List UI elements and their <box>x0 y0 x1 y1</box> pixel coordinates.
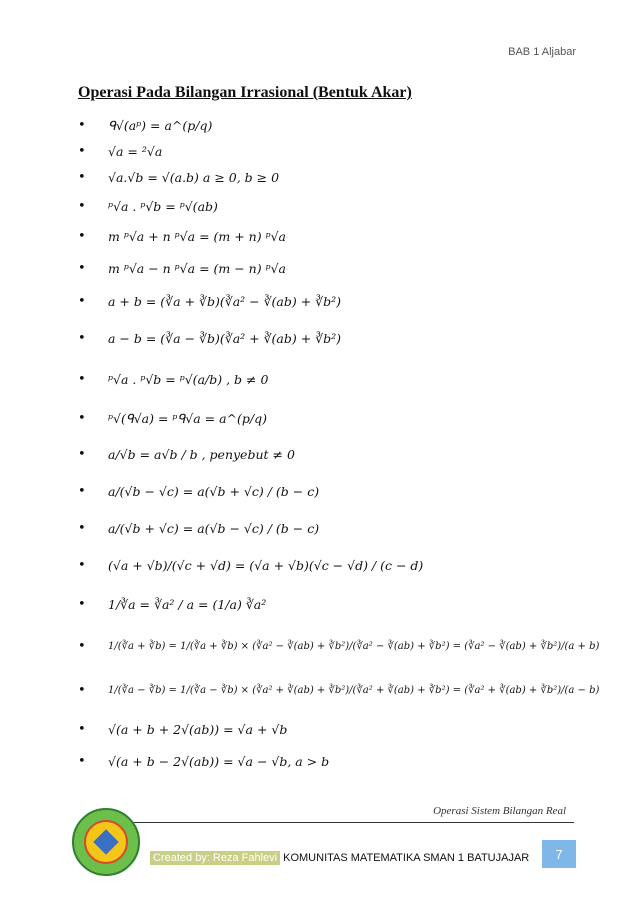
bullet: • <box>78 410 86 426</box>
footer-section-title: Operasi Sistem Bilangan Real <box>433 805 566 817</box>
formula: m ᵖ√a − n ᵖ√a = (m − n) ᵖ√a <box>108 260 286 276</box>
list-item <box>78 473 568 510</box>
formula: √a.√b = √(a.b) a ≥ 0, b ≥ 0 <box>108 170 280 185</box>
formula: a/(√b − √c) = a(√b + √c) / (b − c) <box>108 484 320 499</box>
formula: ᑫ√(aᵖ) = a^(p/q) <box>108 117 213 133</box>
chapter-header: BAB 1 Aljabar <box>508 46 576 58</box>
formula: a − b = (∛a − ∛b)(∛a² + ∛(ab) + ∛b²) <box>108 330 342 346</box>
bullet: • <box>78 229 86 244</box>
formula: ᵖ√a . ᵖ√b = ᵖ√(ab) <box>108 198 218 214</box>
bullet: • <box>78 117 86 133</box>
bullet: • <box>78 721 86 737</box>
bullet: • <box>78 596 86 612</box>
bullet: • <box>78 260 86 276</box>
list-item <box>78 547 568 584</box>
formula: √(a + b + 2√(ab)) = √a + √b <box>108 721 288 737</box>
bullet: • <box>78 371 86 387</box>
bullet: • <box>78 293 86 309</box>
list-item <box>78 624 600 668</box>
list-item <box>78 318 568 358</box>
list-item <box>78 284 568 318</box>
list-item <box>78 191 568 221</box>
list-item <box>78 510 568 547</box>
credit-organization: KOMUNITAS MATEMATIKA SMAN 1 BATUJAJAR <box>283 852 530 864</box>
list-item <box>78 400 568 436</box>
formula: m ᵖ√a + n ᵖ√a = (m + n) ᵖ√a <box>108 229 286 244</box>
formula: (√a + √b)/(√c + √d) = (√a + √b)(√c − √d) / (c − d) <box>108 558 424 573</box>
bullet: • <box>78 521 86 536</box>
page-title: Operasi Pada Bilangan Irrasional (Bentuk Akar) <box>78 84 412 101</box>
bullet: • <box>78 638 86 654</box>
list-item <box>78 358 568 400</box>
list-item <box>78 746 568 776</box>
list-item <box>78 712 568 746</box>
footer-divider <box>132 822 574 823</box>
list-item <box>78 584 568 624</box>
bullet: • <box>78 170 86 185</box>
formula: √a = ²√a <box>108 143 163 159</box>
bullet: • <box>78 198 86 214</box>
list-item <box>78 164 568 191</box>
school-logo-icon <box>72 808 140 876</box>
list-item <box>78 668 600 712</box>
page-number: 7 <box>542 840 576 868</box>
bullet: • <box>78 484 86 499</box>
list-item <box>78 112 568 138</box>
formula: a/(√b + √c) = a(√b − √c) / (b − c) <box>108 521 320 536</box>
formula: ᵖ√a . ᵖ√b = ᵖ√(a/b) , b ≠ 0 <box>108 371 269 387</box>
credit-author: Created by: Reza Fahlevi <box>150 851 280 865</box>
logo-core <box>93 829 118 854</box>
list-item <box>78 252 568 284</box>
formula: 1/(∛a + ∛b) = 1/(∛a + ∛b) × (∛a² − ∛(ab) + ∛b²)/(∛a² − ∛(ab) + ∛b²) = (∛a² − ∛(ab) + ∛b²)/(a + b) <box>108 640 600 652</box>
formula: a/√b = a√b / b , penyebut ≠ 0 <box>108 447 295 462</box>
list-item <box>78 221 568 252</box>
list-item <box>78 138 568 164</box>
formula-list <box>78 112 600 776</box>
formula: 1/∛a = ∛a² / a = (1/a) ∛a² <box>108 596 267 612</box>
bullet: • <box>78 143 86 159</box>
formula: √(a + b − 2√(ab)) = √a − √b, a > b <box>108 753 330 769</box>
formula: ᵖ√(ᑫ√a) = ᵖᑫ√a = a^(p/q) <box>108 410 267 426</box>
list-item <box>78 436 568 473</box>
formula: a + b = (∛a + ∛b)(∛a² − ∛(ab) + ∛b²) <box>108 293 342 309</box>
bullet: • <box>78 753 86 769</box>
footer-credit <box>150 852 529 864</box>
bullet: • <box>78 558 86 573</box>
logo-inner <box>84 820 128 864</box>
bullet: • <box>78 330 86 346</box>
bullet: • <box>78 682 86 698</box>
formula: 1/(∛a − ∛b) = 1/(∛a − ∛b) × (∛a² + ∛(ab) + ∛b²)/(∛a² + ∛(ab) + ∛b²) = (∛a² + ∛(ab) + ∛b²)/(a − b) <box>108 684 600 696</box>
bullet: • <box>78 447 86 462</box>
